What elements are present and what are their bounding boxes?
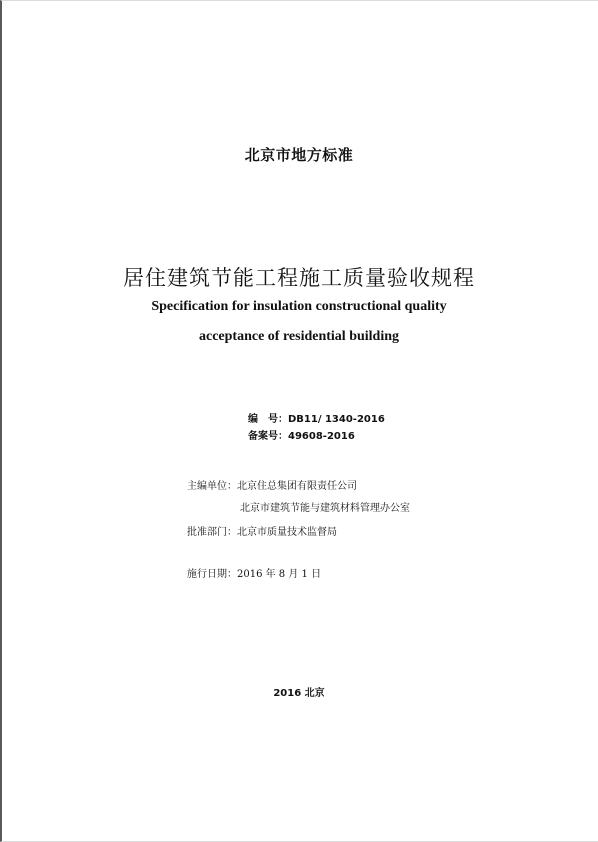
document-title-chinese: 居住建筑节能工程施工质量验收规程 — [123, 266, 475, 290]
chief-editor-row — [187, 477, 357, 492]
standard-number-label: 编 号： — [248, 414, 288, 425]
approving-department-label: 批准部门： — [187, 527, 237, 538]
approving-department-value: 北京市质量技术监督局 — [237, 527, 337, 538]
effective-date-row — [187, 565, 321, 580]
filing-number-label: 备案号： — [248, 431, 288, 442]
effective-date-value: 2016 年 8 月 1 日 — [237, 569, 322, 580]
chief-editor-unit-1: 北京住总集团有限责任公司 — [237, 481, 357, 492]
standard-number-row — [248, 410, 385, 425]
filing-number-row — [248, 427, 355, 442]
chief-editor-label: 主编单位： — [187, 481, 237, 492]
effective-date-label: 施行日期： — [187, 569, 237, 580]
standard-type-heading: 北京市地方标准 — [244, 146, 354, 164]
approving-department-row — [187, 523, 337, 538]
document-title-english-line-2: acceptance of residential building — [198, 329, 400, 344]
publication-year-location: 2016 北京 — [273, 688, 325, 699]
document-title-english-line-1: Specification for insulation constructional quality — [151, 299, 447, 314]
chief-editor-unit-2: 北京市建筑节能与建筑材料管理办公室 — [240, 503, 410, 514]
filing-number-value: 49608-2016 — [288, 431, 355, 442]
standard-number-value: DB11/ 1340-2016 — [288, 414, 385, 425]
